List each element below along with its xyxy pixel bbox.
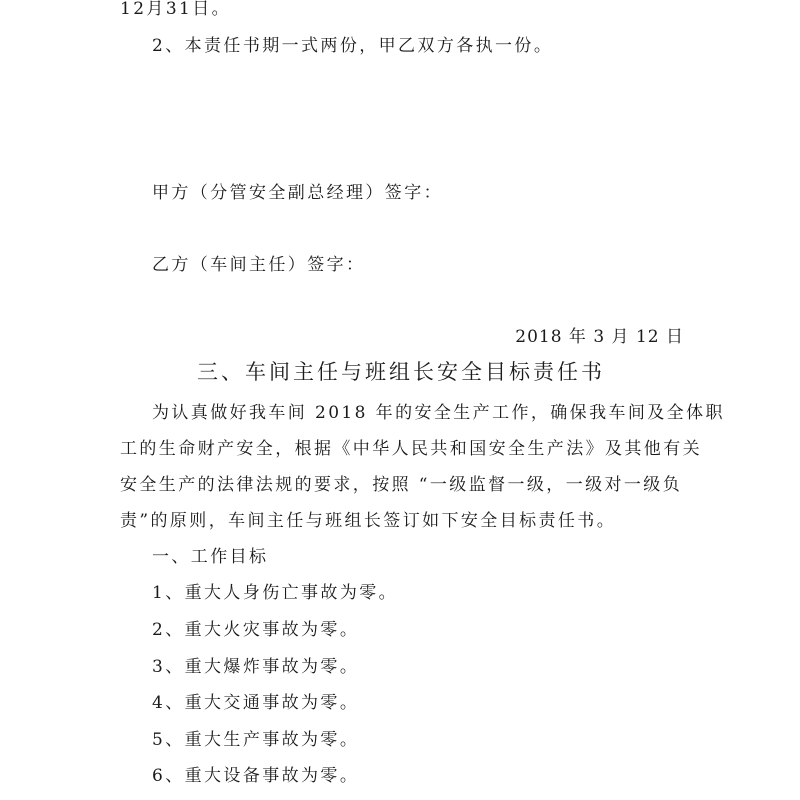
clause-2: 2、本责任书期一式两份，甲乙双方各执一份。 bbox=[152, 36, 554, 56]
intro-line-3: 安全生产的法律法规的要求，按照 “一级监督一级，一级对一级负 bbox=[120, 475, 683, 495]
goals-heading: 一、工作目标 bbox=[152, 547, 269, 567]
section-title: 三、车间主任与班组长安全目标责任书 bbox=[197, 360, 605, 384]
signing-date: 2018 年 3 月 12 日 bbox=[515, 327, 684, 347]
party-a-signature-line: 甲方（分管安全副总经理）签字： bbox=[152, 183, 443, 203]
intro-line-2: 工的生命财产安全，根据《中华人民共和国安全生产法》及其他有关 bbox=[120, 439, 702, 459]
goal-item: 6、重大设备事故为零。 bbox=[152, 766, 360, 786]
intro-line-4: 责”的原则，车间主任与班组长签订如下安全目标责任书。 bbox=[120, 511, 617, 531]
goal-item: 1、重大人身伤亡事故为零。 bbox=[152, 583, 399, 603]
previous-text-ending: 12月31日。 bbox=[120, 0, 232, 19]
goal-item: 3、重大爆炸事故为零。 bbox=[152, 657, 360, 677]
goal-item: 2、重大火灾事故为零。 bbox=[152, 620, 360, 640]
party-b-signature-line: 乙方（车间主任）签字： bbox=[152, 255, 366, 275]
intro-line-1: 为认真做好我车间 2018 年的安全生产工作，确保我车间及全体职 bbox=[152, 403, 725, 423]
goal-item: 4、重大交通事故为零。 bbox=[152, 693, 360, 713]
goal-item: 5、重大生产事故为零。 bbox=[152, 730, 360, 750]
